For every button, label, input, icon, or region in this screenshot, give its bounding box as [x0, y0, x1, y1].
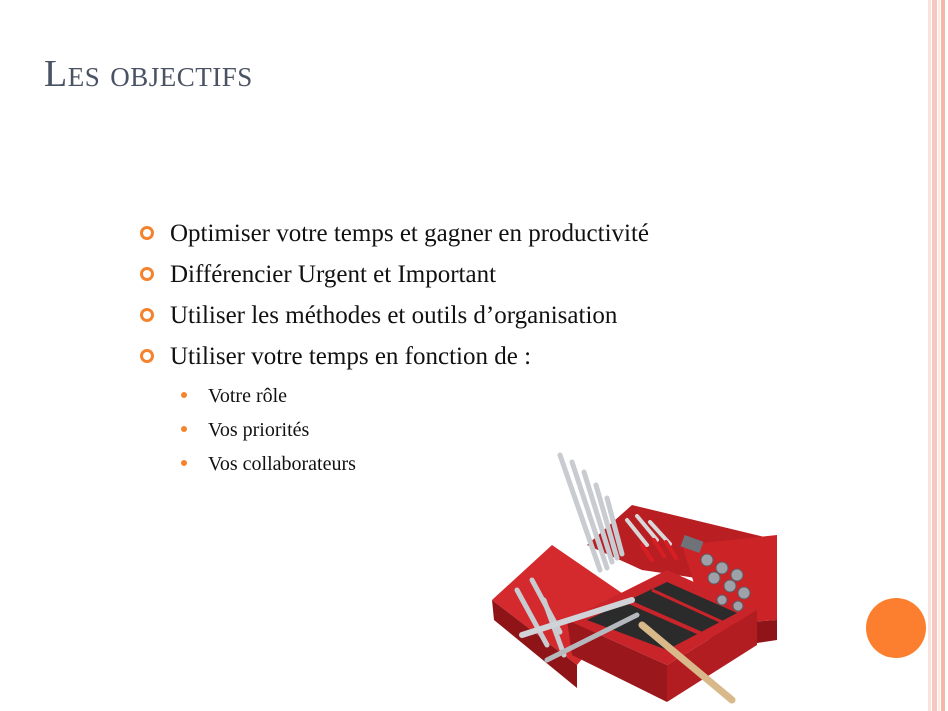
ring-bullet-icon	[140, 349, 154, 363]
decorative-side-stripes	[928, 0, 948, 711]
dot-bullet-icon	[181, 460, 187, 466]
sub-bullet-text: Vos collaborateurs	[208, 453, 356, 475]
dot-bullet-icon	[181, 426, 187, 432]
sub-bullet-text: Vos priorités	[208, 419, 310, 441]
stripe-pale	[938, 0, 940, 711]
bullet-text: Optimiser votre temps et gagner en productivité	[170, 220, 650, 247]
sub-bullet-item	[140, 413, 820, 447]
sub-bullet-text: Votre rôle	[208, 385, 288, 407]
toolbox-image	[492, 450, 782, 708]
stripe-light	[928, 0, 931, 711]
decorative-orange-circle	[866, 598, 926, 658]
bullet-list	[140, 213, 820, 481]
bullet-text: Utiliser votre temps en fonction de :	[170, 343, 532, 370]
bullet-text: Utiliser les méthodes et outils d’organisation	[170, 302, 618, 329]
stripe-pink	[932, 0, 937, 711]
bullet-item	[140, 254, 820, 295]
bullet-item	[140, 295, 820, 336]
ring-bullet-icon	[140, 226, 154, 240]
bullet-item	[140, 213, 820, 254]
ring-bullet-icon	[140, 267, 154, 281]
sub-bullet-item	[140, 379, 820, 413]
bullet-text: Différencier Urgent et Important	[170, 261, 497, 288]
slide-title: Les objectifs	[44, 53, 253, 95]
bullet-item	[140, 336, 820, 377]
stripe-salmon	[941, 0, 945, 711]
dot-bullet-icon	[181, 392, 187, 398]
ring-bullet-icon	[140, 308, 154, 322]
